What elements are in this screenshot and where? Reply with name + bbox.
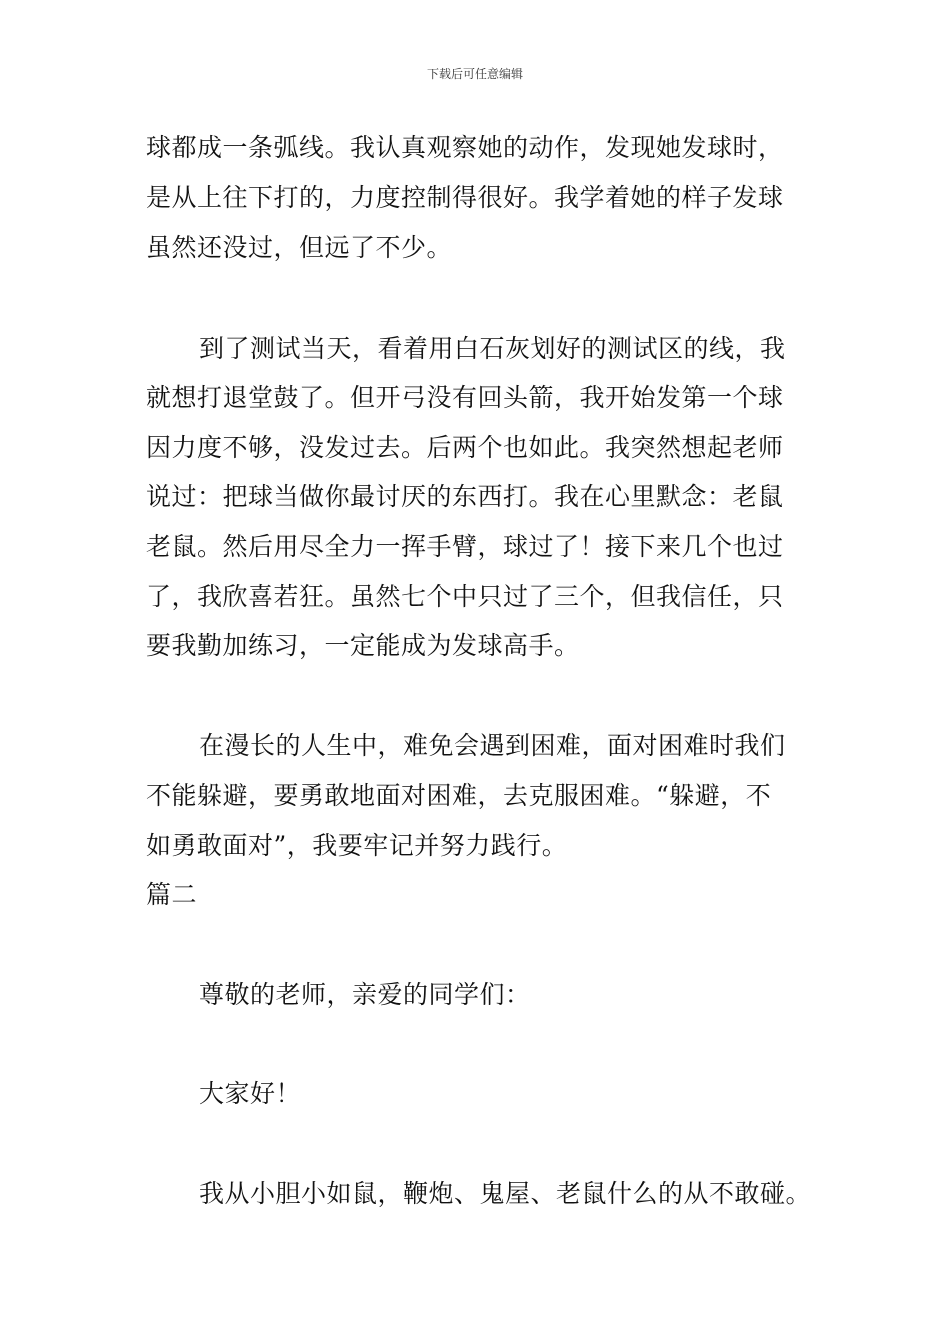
paragraph-line: 说过：把球当做你最讨厌的东西打。我在心里默念：老鼠 — [146, 482, 784, 511]
paragraph-line: 老鼠。然后用尽全力一挥手臂，球过了！接下来几个也过 — [146, 532, 784, 561]
paragraph-line: 我从小胆小如鼠，鞭炮、鬼屋、老鼠什么的从不敢碰。 — [199, 1179, 812, 1208]
paragraph-line: 不能躲避，要勇敢地面对困难，去克服困难。“躲避，不 — [146, 781, 772, 810]
greeting: 大家好！ — [199, 1079, 302, 1108]
paragraph-line: 就想打退堂鼓了。但开弓没有回头箭，我开始发第一个球 — [146, 383, 784, 412]
paragraph-line: 是从上往下打的，力度控制得很好。我学着她的样子发球 — [146, 183, 784, 212]
section-heading: 篇二 — [146, 880, 198, 909]
paragraph-line: 在漫长的人生中，难免会遇到困难，面对困难时我们 — [199, 731, 786, 760]
paragraph-line: 了，我欣喜若狂。虽然七个中只过了三个，但我信任，只 — [146, 582, 784, 611]
paragraph-line: 到了测试当天，看着用白石灰划好的测试区的线，我 — [199, 334, 786, 363]
salutation: 尊敬的老师，亲爱的同学们： — [199, 980, 531, 1009]
page-header: 下载后可任意编辑 — [426, 67, 523, 81]
paragraph-line: 因力度不够，没发过去。后两个也如此。我突然想起老师 — [146, 433, 784, 462]
paragraph-line: 球都成一条弧线。我认真观察她的动作，发现她发球时， — [146, 133, 784, 162]
paragraph-line: 要我勤加练习，一定能成为发球高手。 — [146, 631, 580, 660]
paragraph-line: 如勇敢面对”，我要牢记并努力践行。 — [146, 831, 568, 860]
paragraph-line: 虽然还没过，但远了不少。 — [146, 233, 453, 262]
